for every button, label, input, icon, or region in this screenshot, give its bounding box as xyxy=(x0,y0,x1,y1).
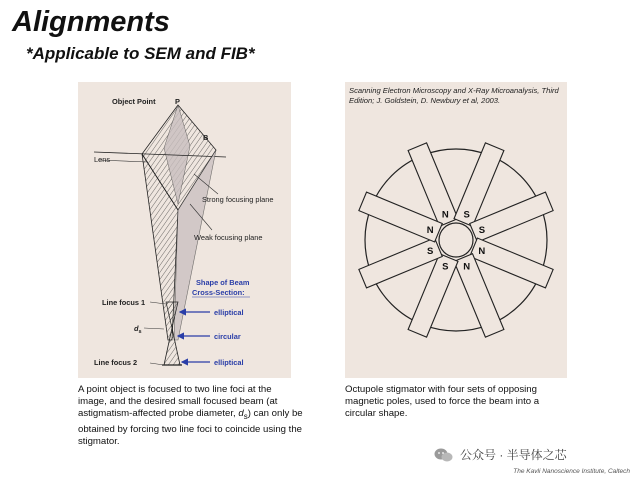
point-p-label: P xyxy=(175,97,180,106)
pole-label: S xyxy=(442,261,449,273)
circular-label: circular xyxy=(214,332,241,341)
elliptical-label-2: elliptical xyxy=(214,358,244,367)
shape-title-line1: Shape of Beam xyxy=(196,278,250,287)
object-point-label: Object Point xyxy=(112,97,156,106)
astigmatism-diagram xyxy=(78,82,291,378)
page-title: Alignments xyxy=(12,6,170,38)
right-caption: Octupole stigmator with four sets of opposing magnetic poles, used to force the beam into a circular shape. xyxy=(345,384,540,420)
elliptical-label-1: elliptical xyxy=(214,308,244,317)
watermark-text: 公众号 · 半导体之芯 xyxy=(460,448,567,462)
pole-label: S xyxy=(478,224,486,236)
page-subtitle: *Applicable to SEM and FIB* xyxy=(26,44,255,63)
shape-title-line2: Cross-Section: xyxy=(192,288,245,297)
astigmatism-figure xyxy=(78,82,291,378)
credit: The Kavli Nanoscience Institute, Caltech xyxy=(513,468,630,475)
pole-label: S xyxy=(463,209,470,221)
citation: Scanning Electron Microscopy and X-Ray Microanalysis, Third Edition; J. Goldstein, D. Newbury et al, 2003. xyxy=(349,86,559,105)
left-caption: A point object is focused to two line foci at the image, and the desired small focused beam (at astigmatism-affected probe diameter, $d_s$) can only be obtained by forcing two line foci to coincide using the stigmator. xyxy=(78,384,303,447)
pole-label: N xyxy=(478,246,486,258)
pole-label: N xyxy=(426,224,434,236)
pole-label: N xyxy=(441,209,449,221)
wechat-icon xyxy=(434,447,454,463)
watermark xyxy=(434,446,567,463)
line-focus-2-label: Line focus 2 xyxy=(94,358,138,367)
strong-plane-label: Strong focusing plane xyxy=(202,195,274,204)
pole-label: S xyxy=(426,246,434,258)
line-focus-1-label: Line focus 1 xyxy=(102,298,146,307)
octupole-diagram xyxy=(345,82,567,378)
ds-label: $d_s$ xyxy=(134,324,142,335)
point-b-label: B xyxy=(203,133,209,142)
beam-aperture xyxy=(439,223,473,257)
octupole-figure xyxy=(345,82,567,378)
lens-label: Lens xyxy=(94,155,111,164)
weak-plane-label: Weak focusing plane xyxy=(194,233,263,242)
pole-label: N xyxy=(463,261,471,273)
